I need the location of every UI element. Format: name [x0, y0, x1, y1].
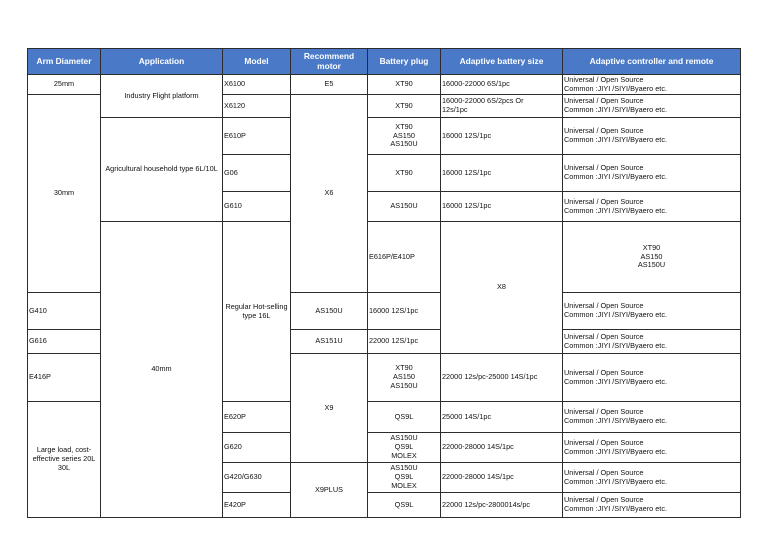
- model-cell: E620P: [223, 402, 291, 433]
- controller-cell: Universal / Open Source Common :JIYI /SIYI/Byaero etc.: [563, 402, 741, 433]
- controller-cell: Universal / Open Source Common :JIYI /SIYI/Byaero etc.: [563, 354, 741, 402]
- battery-size-cell: 16000 12S/1pc: [441, 192, 563, 222]
- table-row: [28, 118, 741, 155]
- col-header-application: Application: [101, 49, 223, 75]
- model-cell: G616: [28, 330, 101, 354]
- model-cell: E420P: [223, 493, 291, 518]
- application-cell: Industry Flight platform: [101, 75, 223, 118]
- battery-plug-cell: AS150U: [291, 293, 368, 330]
- battery-size-cell: 22000-28000 14S/1pc: [441, 463, 563, 493]
- motor-cell: X9PLUS: [291, 463, 368, 518]
- model-cell: E616P/E410P: [368, 222, 441, 293]
- controller-cell: Universal / Open Source Common :JIYI /SIYI/Byaero etc.: [563, 118, 741, 155]
- battery-plug-cell: AS150U: [368, 192, 441, 222]
- model-cell: G620: [223, 433, 291, 463]
- battery-plug-cell: XT90 AS150 AS150U: [563, 222, 741, 293]
- model-cell: G420/G630: [223, 463, 291, 493]
- controller-cell: Universal / Open Source Common :JIYI /SIYI/Byaero etc.: [563, 95, 741, 118]
- model-cell: G610: [223, 192, 291, 222]
- controller-cell: Universal / Open Source Common :JIYI /SIYI/Byaero etc.: [563, 433, 741, 463]
- controller-cell: Universal / Open Source Common :JIYI /SIYI/Byaero etc.: [563, 192, 741, 222]
- battery-plug-cell: QS9L: [368, 402, 441, 433]
- model-cell: X6120: [223, 95, 291, 118]
- application-cell: Large load, cost-effective series 20L 30L: [28, 402, 101, 518]
- motor-cell: X8: [441, 222, 563, 354]
- battery-size-cell: 22000-28000 14S/1pc: [441, 433, 563, 463]
- model-cell: E416P: [28, 354, 101, 402]
- controller-cell: Universal / Open Source Common :JIYI /SIYI/Byaero etc.: [563, 155, 741, 192]
- battery-size-cell: 16000 12S/1pc: [368, 293, 441, 330]
- header-row: [28, 49, 741, 75]
- battery-plug-cell: AS150U QS9L MOLEX: [368, 433, 441, 463]
- battery-plug-cell: QS9L: [368, 493, 441, 518]
- motor-cell: E5: [291, 75, 368, 95]
- battery-size-cell: 16000-22000 6S/1pc: [441, 75, 563, 95]
- col-header-controller: Adaptive controller and remote: [563, 49, 741, 75]
- controller-cell: Universal / Open Source Common :JIYI /SIYI/Byaero etc.: [563, 330, 741, 354]
- battery-size-cell: 22000 12s/pc-25000 14S/1pc: [441, 354, 563, 402]
- model-cell: X6100: [223, 75, 291, 95]
- battery-plug-cell: XT90 AS150 AS150U: [368, 118, 441, 155]
- battery-plug-cell: XT90: [368, 155, 441, 192]
- model-cell: G410: [28, 293, 101, 330]
- col-header-battery-plug: Battery plug: [368, 49, 441, 75]
- model-cell: G06: [223, 155, 291, 192]
- battery-size-cell: 25000 14S/1pc: [441, 402, 563, 433]
- table-row: [28, 75, 741, 95]
- col-header-recommend-motor: Recommend motor: [291, 49, 368, 75]
- motor-cell: X9: [291, 354, 368, 463]
- battery-plug-cell: AS150U QS9L MOLEX: [368, 463, 441, 493]
- battery-size-cell: 22000 12s/pc-2800014s/pc: [441, 493, 563, 518]
- battery-size-cell: 16000-22000 6S/2pcs Or 12s/1pc: [441, 95, 563, 118]
- battery-plug-cell: AS151U: [291, 330, 368, 354]
- controller-cell: Universal / Open Source Common :JIYI /SIYI/Byaero etc.: [563, 75, 741, 95]
- col-header-model: Model: [223, 49, 291, 75]
- arm-diameter-cell: 25mm: [28, 75, 101, 95]
- controller-cell: Universal / Open Source Common :JIYI /SIYI/Byaero etc.: [563, 463, 741, 493]
- battery-plug-cell: XT90: [368, 95, 441, 118]
- spec-table: [27, 48, 741, 518]
- controller-cell: Universal / Open Source Common :JIYI /SIYI/Byaero etc.: [563, 293, 741, 330]
- application-cell: Agricultural household type 6L/10L: [101, 118, 223, 222]
- battery-size-cell: 16000 12S/1pc: [441, 118, 563, 155]
- battery-size-cell: 22000 12S/1pc: [368, 330, 441, 354]
- battery-plug-cell: XT90: [368, 75, 441, 95]
- motor-cell: X6: [291, 95, 368, 293]
- col-header-arm-diameter: Arm Diameter: [28, 49, 101, 75]
- controller-cell: Universal / Open Source Common :JIYI /SIYI/Byaero etc.: [563, 493, 741, 518]
- application-cell: Regular Hot-selling type 16L: [223, 222, 291, 402]
- arm-diameter-cell: 30mm: [28, 95, 101, 293]
- battery-size-cell: 16000 12S/1pc: [441, 155, 563, 192]
- table-row: [28, 222, 741, 293]
- model-cell: E610P: [223, 118, 291, 155]
- arm-diameter-cell: 40mm: [101, 222, 223, 518]
- col-header-battery-size: Adaptive battery size: [441, 49, 563, 75]
- battery-plug-cell: XT90 AS150 AS150U: [368, 354, 441, 402]
